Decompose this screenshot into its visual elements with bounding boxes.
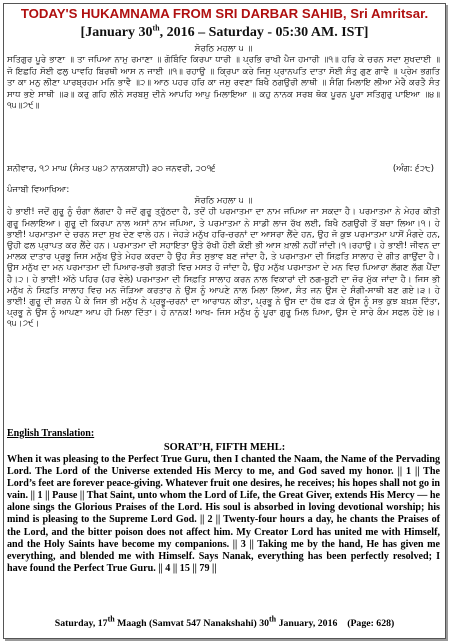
footer-date: January, 2016 (276, 618, 338, 629)
date-heading-suffix: th (152, 23, 160, 33)
gurbani-text: ਸਤਿਗੁਰ ਪੂਰੇ ਭਾਣਾ ॥ ਤਾ ਜਪਿਆ ਨਾਮੁ ਰਮਾਣਾ ॥ ਗੋਬਿੰਦਿ ਕਿਰਪਾ ਧਾਰੀ ॥ ਪ੍ਰਭਿ ਰਾਖੀ ਪੈਜ ਹਮਾਰੀ ॥੧॥ ਹਰਿ ਕੇ ਚਰਨ ਸਦਾ ਸੁਖਦਾਈ ॥ ਜੋ ਇਛਹਿ ਸੋਈ ਫਲੁ ਪਾਵਹਿ ਬਿਰਥੀ ਆਸ ਨ ਜਾਈ ॥੧॥ ਰਹਾਉ ॥ ਕ੍ਰਿਪਾ ਕਰੇ ਜਿਸੁ ਪ੍ਰਾਨਪਤਿ ਦਾਤਾ ਸੋਈ ਸੰਤੁ ਗੁਣ ਗਾਵੈ ॥ ਪ੍ਰੇਮ ਭਗਤਿ ਤਾ ਕਾ ਮਨੁ ਲੀਣਾ ਪਾਰਬ੍ਰਹਮ ਮਨਿ ਭਾਵੈ ॥੨॥ ਆਠ ਪਹਰ ਹਰਿ ਕਾ ਜਸੁ ਰਵਣਾ ਬਿਖੈ ਠਗਉਰੀ ਲਾਥੀ ॥ ਸੰਗਿ ਮਿਲਾਇ ਲੀਆ ਮੇਰੈ ਕਰਤੈ ਸੰਤ ਸਾਧ ਭਏ ਸਾਥੀ ॥੩॥ ਕਰੁ ਗਹਿ ਲੀਨੇ ਸਰਬਸੁ ਦੀਨੇ ਆਪਹਿ ਆਪੁ ਮਿਲਾਇਆ ॥ ਕਹੁ ਨਾਨਕ ਸਰਬ ਥੋਕ ਪੂਰਨ ਪੂਰਾ ਸਤਿਗੁਰੁ ਪਾਇਆ ॥੪॥੧੫॥੭੯॥ (7, 55, 440, 112)
punjabi-date-line (7, 164, 440, 175)
gurbani-section (7, 44, 440, 112)
english-translation-text: When it was pleasing to the Perfect True Guru, then I chanted the Naam, the Name of the Pervading Lord. The Lord of the Universe extended His Mercy to me, and God saved my honor. || 1 || The Lord’s feet are forever peace-giving. Whatever fruit one desires, he receives; his hopes shall not go in vain. || 1 || Pause || That Saint, unto whom the Lord of Life, the Great Giver, extends His Mercy — he alone sings the Glorious Praises of the Lord. His soul is absorbed in loving devotional worship; his mind is pleasing to the Supreme Lord God. || 2 || Twenty-four hours a day, he chants the Praises of the Lord, and the bitter poison does not affect him. My Creator Lord has united me with Himself, and the Holy Saints have become my companions. || 3 || Taking me by the hand, He has given me everything, and blended me with Himself. Says Nanak, everything has been perfectly resolved; I have found the Perfect True Guru. || 4 || 15 || 79 || (7, 454, 440, 574)
footer-date-line (0, 614, 449, 629)
punjabi-explanation-label: ਪੰਜਾਬੀ ਵਿਆਖਿਆ: (7, 185, 70, 195)
page-title: TODAY'S HUKAMNAMA FROM SRI DARBAR SAHIB, Sri Amritsar. (20, 6, 429, 21)
gurbani-heading: ਸੋਰਠਿ ਮਹਲਾ ੫ ॥ (194, 44, 253, 54)
english-translation-title: SORAT’H, FIFTH MEHL: (163, 442, 286, 453)
punjabi-explanation-heading: ਸੋਰਠਿ ਮਹਲਾ ੫ ॥ (194, 196, 253, 207)
date-heading-part: [January 30 (80, 25, 153, 40)
header (0, 4, 449, 42)
english-translation-label: English Translation: (7, 428, 95, 439)
date-time-heading (0, 23, 449, 42)
punjabi-explanation (7, 185, 440, 331)
footer-samvat: Maagh (Samvat 547 Nanakshahi) 30 (114, 618, 270, 629)
punjabi-date: ਸ਼ਨੀਵਾਰ, ੧੭ ਮਾਘ (ਸੰਮਤ ੫੪੭ ਨਾਨਕਸ਼ਾਹੀ) ੩੦ ਜਨਵਰੀ, ੨੦੧੬ (7, 164, 216, 174)
footer-date-suffix: th (269, 614, 277, 624)
footer-page-number: (Page: 628) (347, 618, 395, 629)
ang-number: (ਅੰਗ: ੬੨੮) (392, 164, 434, 174)
footer-day: Saturday, 17 (54, 618, 108, 629)
punjabi-explanation-text: ਹੇ ਭਾਈ! ਜਦੋਂ ਗੁਰੂ ਨੂੰ ਚੰਗਾ ਲੱਗਦਾ ਹੈ ਜਦੋਂ ਗੁਰੂ ਤ੍ਰੁੱਠਦਾ ਹੈ, ਤਦੋਂ ਹੀ ਪਰਮਾਤਮਾ ਦਾ ਨਾਮ ਜਪਿਆ ਜਾ ਸਕਦਾ ਹੈ। ਪਰਮਾਤਮਾ ਨੇ ਮੇਹਰ ਕੀਤੀ ਗੁਰੂ ਮਿਲਾਇਆ। ਗੁਰੂ ਦੀ ਕਿਰਪਾ ਨਾਲ ਅਸਾਂ ਨਾਮ ਜਪਿਆ, ਤੇ ਪਰਮਾਤਮਾ ਨੇ ਸਾਡੀ ਲਾਜ ਰੱਖ ਲਈ, ਬਿਖੈ ਠਗਉਰੀ ਤੋਂ ਬਚਾ ਲਿਆ।੧। ਹੇ ਭਾਈ! ਪਰਮਾਤਮਾ ਦੇ ਚਰਨ ਸਦਾ ਸੁਖ ਦੇਣ ਵਾਲੇ ਹਨ। ਜੇਹੜੇ ਮਨੁੱਖ ਹਰਿ-ਚਰਨਾਂ ਦਾ ਆਸਰਾ ਲੈਂਦੇ ਹਨ, ਉਹ ਜੋ ਕੁਝ ਪਰਮਾਤਮਾ ਪਾਸੋਂ ਮੰਗਦੇ ਹਨ, ਉਹੀ ਫਲ ਪ੍ਰਾਪਤ ਕਰ ਲੈਂਦੇ ਹਨ। ਪਰਮਾਤਮਾ ਦੀ ਸਹਾਇਤਾ ਉਤੇ ਰੱਖੀ ਹੋਈ ਕੋਈ ਭੀ ਆਸ ਖ਼ਾਲੀ ਨਹੀਂ ਜਾਂਦੀ।੧।ਰਹਾਉ। ਹੇ ਭਾਈ! ਜੀਵਨ ਦਾ ਮਾਲਕ ਦਾਤਾਰ ਪ੍ਰਭੂ ਜਿਸ ਮਨੁੱਖ ਉਤੇ ਮੇਹਰ ਕਰਦਾ ਹੈ ਉਹ ਸੰਤ ਸੁਭਾਵ ਬਣ ਜਾਂਦਾ ਹੈ, ਤੇ ਪਰਮਾਤਮਾ ਦੀ ਸਿਫ਼ਤਿ ਸਾਲਾਹ ਦੇ ਗੀਤ ਗਾਉਂਦਾ ਹੈ। ਉਸ ਮਨੁੱਖ ਦਾ ਮਨ ਪਰਮਾਤਮਾ ਦੀ ਪਿਆਰ-ਭਰੀ ਭਗਤੀ ਵਿਚ ਮਸਤ ਹੋ ਜਾਂਦਾ ਹੈ, ਉਹ ਮਨੁੱਖ ਪਰਮਾਤਮਾ ਦੇ ਮਨ ਵਿਚ ਪਿਆਰਾ ਲੱਗਣ ਲੱਗ ਪੈਂਦਾ ਹੈ।੨। ਹੇ ਭਾਈ! ਅੱਠੇ ਪਹਿਰ (ਹਰ ਵੇਲੇ) ਪਰਮਾਤਮਾ ਦੀ ਸਿਫ਼ਤਿ ਸਾਲਾਹ ਕਰਨ ਨਾਲ ਵਿਕਾਰਾਂ ਦੀ ਠਗ-ਬੂਟੀ ਦਾ ਜ਼ੋਰ ਮੁੱਕ ਜਾਂਦਾ ਹੈ। ਜਿਸ ਭੀ ਮਨੁੱਖ ਨੇ ਸਿਫ਼ਤਿ ਸਾਲਾਹ ਵਿਚ ਮਨ ਜੋੜਿਆ ਕਰਤਾਰ ਨੇ ਉਸ ਨੂੰ ਆਪਣੇ ਨਾਲ ਮਿਲਾ ਲਿਆ, ਸੰਤ ਜਨ ਉਸ ਦੇ ਸੰਗੀ-ਸਾਥੀ ਬਣ ਗਏ।੩। ਹੇ ਭਾਈ! ਗੁਰੂ ਦੀ ਸ਼ਰਨ ਪੈ ਕੇ ਜਿਸ ਭੀ ਮਨੁੱਖ ਨੇ ਪ੍ਰਭੂ-ਚਰਨਾਂ ਦਾ ਆਰਾਧਨ ਕੀਤਾ, ਪ੍ਰਭੂ ਨੇ ਉਸ ਦਾ ਹੱਥ ਫੜ ਕੇ ਉਸ ਨੂੰ ਸਭ ਕੁਝ ਬਖ਼ਸ਼ ਦਿੱਤਾ, ਪ੍ਰਭੂ ਨੇ ਉਸ ਨੂੰ ਆਪਣਾ ਆਪ ਹੀ ਮਿਲਾ ਦਿੱਤਾ। ਹੇ ਨਾਨਕ! ਆਖ- ਜਿਸ ਮਨੁੱਖ ਨੂੰ ਪੂਰਾ ਗੁਰੂ ਮਿਲ ਪਿਆ, ਉਸ ਦੇ ਸਾਰੇ ਕੰਮ ਸਫਲ ਹੋਏ।੪।੧੫।੭੯। (7, 207, 440, 330)
footer-day-suffix: th (107, 614, 115, 624)
date-heading-rest: , 2016 – Saturday - 05:30 AM. IST] (159, 25, 369, 40)
